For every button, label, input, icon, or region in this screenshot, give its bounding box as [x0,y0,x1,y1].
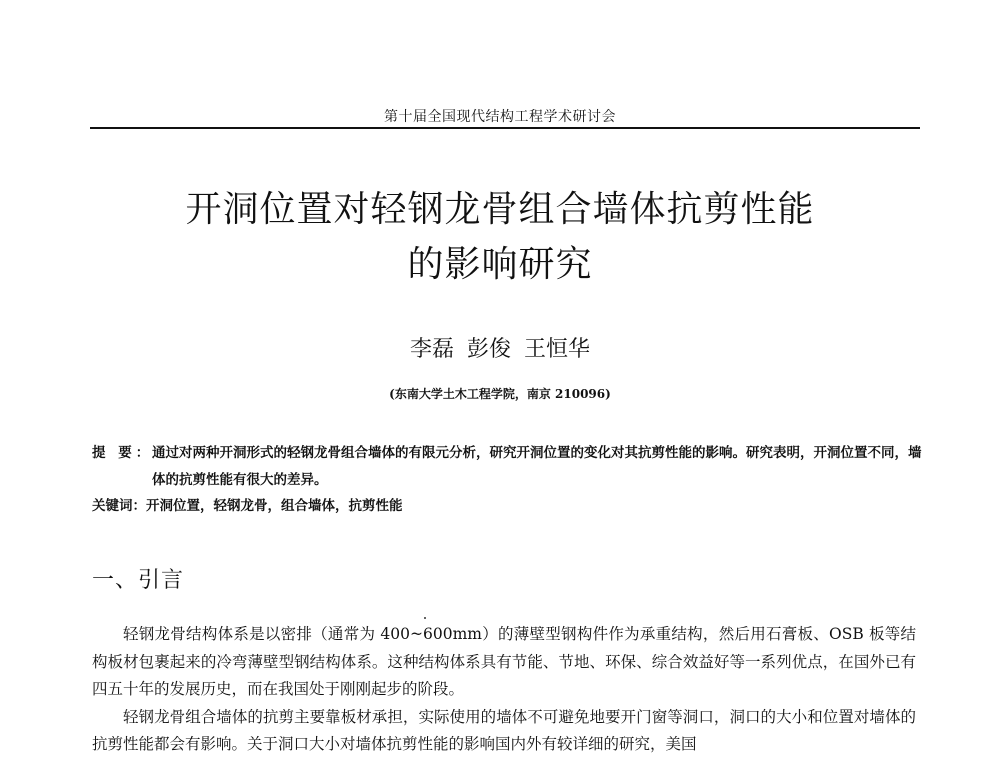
keywords-text: 开洞位置，轻钢龙骨，组合墙体，抗剪性能 [146,498,403,514]
affiliation: (东南大学土木工程学院，南京 210096) [389,387,611,401]
abstract-label: 提 要： [92,445,154,461]
section-heading: 一、引言 [92,568,185,593]
keywords [92,496,922,516]
scan-speck [424,617,426,619]
header-rule [90,127,920,129]
running-head: 第十届全国现代结构工程学术研讨会 [384,109,616,125]
keywords-label: 关键词： [92,498,146,514]
authors: 李磊 彭俊 王恒华 [410,337,590,362]
body-paragraph: 轻钢龙骨结构体系是以密排（通常为 400~600mm）的薄壁型钢构件作为承重结构，然后用石膏板、OSB 板等结构板材包裹起来的冷弯薄壁型钢结构体系。这种结构体系具有节能、节地、环保、综合效益好等一系列优点，在国外已有四五十年的发展历史，而在我国处于刚刚起步的阶段。 [92,625,916,698]
abstract [92,440,922,494]
abstract-text: 通过对两种开洞形式的轻钢龙骨组合墙体的有限元分析，研究开洞位置的变化对其抗剪性能的影响。研究表明，开洞位置不同，墙体的抗剪性能有很大的差异。 [152,445,922,488]
section-body [92,621,916,759]
body-paragraph: 轻钢龙骨组合墙体的抗剪主要靠板材承担，实际使用的墙体不可避免地要开门窗等洞口，洞口的大小和位置对墙体的抗剪性能都会有影响。关于洞口大小对墙体抗剪性能的影响国内外有较详细的研究，美国 [92,707,916,753]
paper-title-line-2: 的影响研究 [407,244,593,285]
paper-title-line-1: 开洞位置对轻钢龙骨组合墙体抗剪性能 [185,189,815,230]
